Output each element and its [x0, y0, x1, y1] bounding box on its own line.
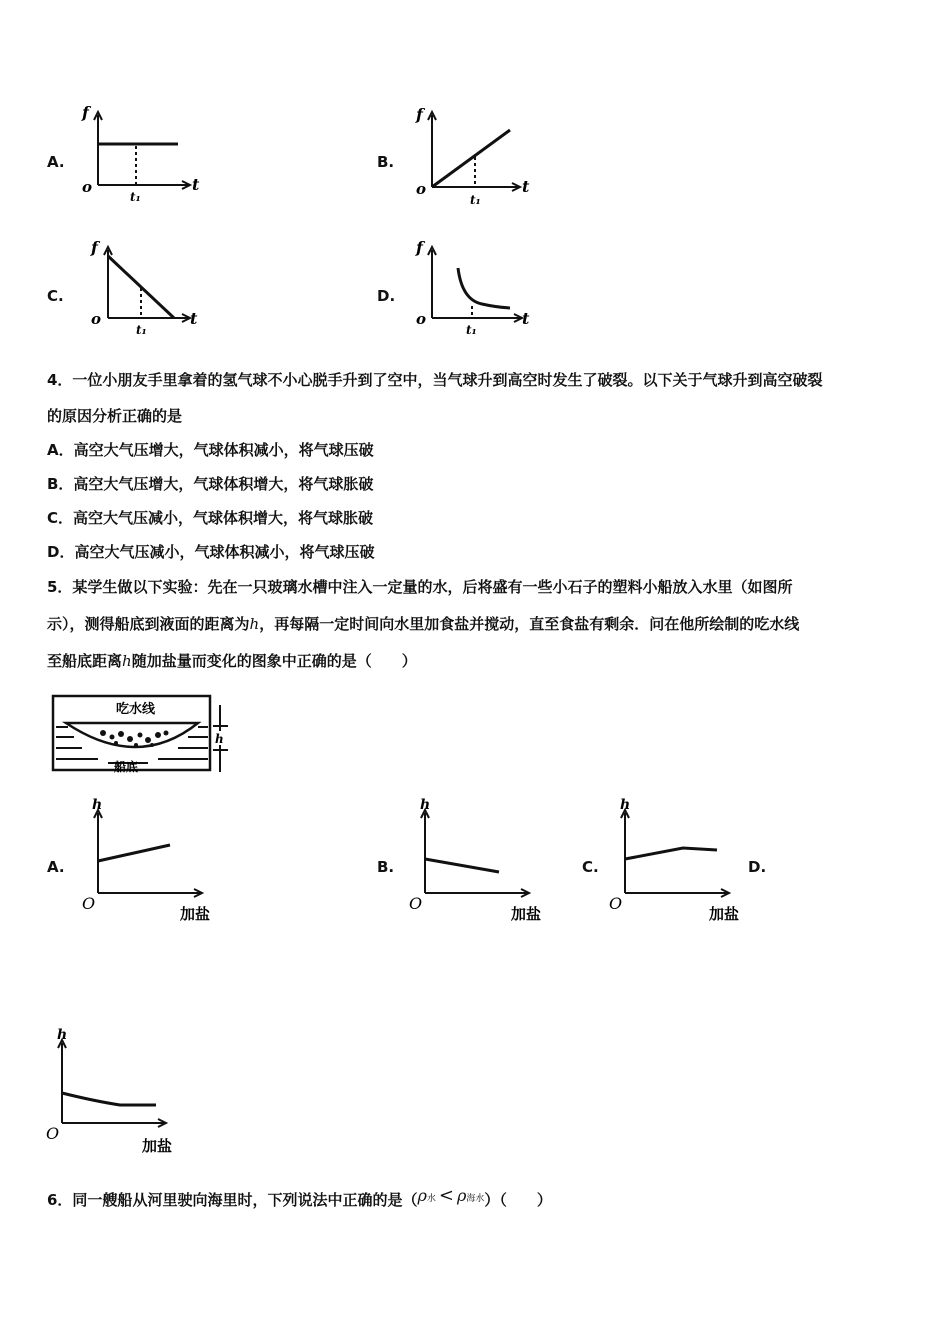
axis-y-label: h: [92, 797, 103, 813]
q3-graph-c: [88, 238, 203, 338]
origin-label: o: [416, 310, 427, 328]
q4-option-b: B．高空大气压增大，气球体积增大，将气球胀破: [47, 475, 374, 493]
less-than: <: [438, 1185, 454, 1206]
q4-option-c: C．高空大气压减小，气球体积增大，将气球胀破: [47, 509, 374, 527]
axis-x-label: t: [192, 175, 200, 194]
q5-stem-line3-part2: 随加盐量而变化的图象中正确的是（ ）: [131, 652, 417, 670]
q4-stem-line1: 4．一位小朋友手里拿着的氢气球不小心脱手升到了空中，当气球升到高空时发生了破裂。以下关于气球升到高空破裂: [47, 371, 823, 389]
q5-stem-line3-part1: 至船底距离: [47, 652, 123, 670]
origin-label: o: [82, 178, 93, 196]
q4-stem-line2: 的原因分析正确的是: [47, 407, 183, 425]
rho-symbol: ρ: [417, 1186, 427, 1205]
axis-y-label: h: [620, 797, 631, 813]
q5-option-a-label: A.: [47, 858, 65, 876]
axis-x-label: t: [522, 177, 530, 196]
q5-stem-line2-part2: ，再每隔一定时间向水里加食盐并搅动，直至食盐有剩余．问在他所绘制的吃水线: [259, 615, 800, 633]
q3-option-d-label: D.: [377, 287, 396, 305]
q5-stem-line1: 5．某学生做以下实验：先在一只玻璃水槽中注入一定量的水，后将盛有一些小石子的塑料小船放入水里（如图所: [47, 578, 793, 596]
q5-option-c-label: C.: [582, 858, 599, 876]
origin-label: O: [46, 1124, 60, 1143]
tick-label: t₁: [470, 193, 481, 207]
tick-label: t₁: [466, 323, 477, 337]
origin-label: O: [409, 894, 423, 913]
q5-stem-line2-part1: 示），测得船底到液面的距离为: [47, 615, 250, 633]
q5-graph-c: [607, 795, 757, 925]
q6-stem-part2: ）（ ）: [484, 1191, 552, 1209]
axis-y-label: f: [82, 103, 89, 122]
q5-graph-a: [78, 795, 228, 925]
q5-stem-line3: [47, 651, 417, 671]
density-formula: [417, 1187, 484, 1205]
q3-graph-a: [78, 100, 208, 204]
rho-sub-seawater: 海水: [466, 1194, 485, 1204]
q3-option-b-label: B.: [377, 153, 395, 171]
q5-option-b-label: B.: [377, 858, 395, 876]
origin-label: O: [609, 894, 623, 913]
q3-graph-d: [410, 238, 540, 338]
q5-var-h-2: h: [122, 652, 132, 670]
boat-bottom-label: 船底: [114, 760, 139, 774]
q5-graph-d: [44, 1025, 194, 1155]
tick-label: t₁: [130, 190, 141, 204]
rho-sub-water: 水: [426, 1194, 436, 1204]
tick-label: t₁: [136, 323, 147, 337]
axis-y-label: h: [420, 797, 431, 813]
axis-x-label: 加盐: [142, 1137, 173, 1155]
axis-x-label: 加盐: [511, 905, 542, 923]
axis-y-label: f: [416, 238, 423, 257]
axis-x-label: t: [522, 309, 530, 328]
origin-label: o: [91, 310, 102, 328]
axis-x-label: t: [190, 309, 198, 328]
rho-symbol-2: ρ: [456, 1186, 467, 1205]
waterline-label: 吃水线: [116, 702, 156, 717]
q3-graph-b: [410, 100, 540, 210]
q5-boat-figure: [48, 693, 238, 775]
q6-stem: [47, 1185, 552, 1213]
q3-option-c-label: C.: [47, 287, 64, 305]
axis-y-label: f: [416, 105, 423, 124]
axis-y-label: f: [91, 238, 98, 257]
q5-option-d-label: D.: [748, 858, 767, 876]
q4-option-a: A．高空大气压增大，气球体积减小，将气球压破: [47, 441, 374, 459]
axis-x-label: 加盐: [709, 905, 740, 923]
origin-label: o: [416, 180, 427, 198]
q5-graph-b: [407, 795, 557, 925]
h-label: h: [215, 732, 224, 746]
axis-y-label: h: [57, 1027, 68, 1043]
origin-label: O: [82, 894, 96, 913]
q5-stem-line2: [47, 614, 799, 634]
axis-x-label: 加盐: [180, 905, 211, 923]
q5-var-h: h: [249, 615, 260, 633]
q3-option-a-label: A.: [47, 153, 65, 171]
q6-stem-part1: 6．同一艘船从河里驶向海里时，下列说法中正确的是（: [47, 1191, 418, 1209]
q4-option-d: D．高空大气压减小，气球体积减小，将气球压破: [47, 543, 375, 561]
